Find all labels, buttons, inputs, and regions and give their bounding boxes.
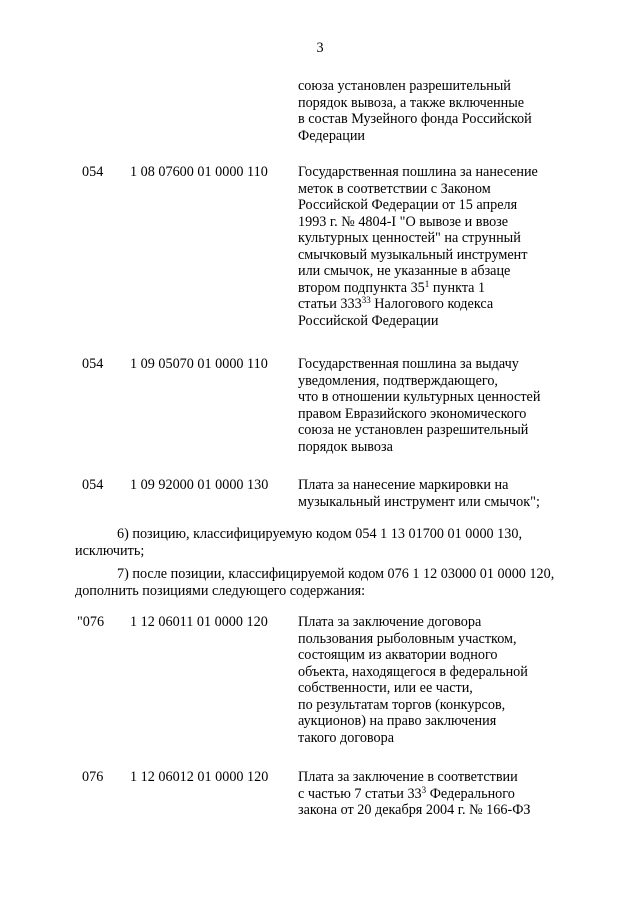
admin-code: "076 xyxy=(77,614,105,630)
budget-code: 1 12 06012 01 0000 120 xyxy=(130,769,269,785)
paragraph-item-6 xyxy=(75,526,563,559)
position-description xyxy=(298,614,598,746)
text-line: что в отношении культурных ценностей xyxy=(298,389,541,405)
text-line: правом Евразийского экономического xyxy=(298,405,527,422)
text-line: пользования рыболовным участком, xyxy=(298,630,517,647)
text-line: втором подпункта $35^1$ пункта 1 xyxy=(298,278,486,296)
text-line: состоящим из акватории водного xyxy=(298,647,498,663)
position-description xyxy=(298,477,598,510)
text-line: статьи $333^{33}$ Налогового кодекса xyxy=(298,295,494,312)
text-line: или смычок, не указанные в абзаце xyxy=(298,263,511,279)
text-line: объекта, находящегося в федеральной xyxy=(298,663,528,680)
text-line: с частью 7 статьи $33^3$ Федерального xyxy=(298,784,515,802)
text-line: дополнить позициями следующего содержания: xyxy=(75,582,366,599)
text-line: аукционов) на право заключения xyxy=(298,713,497,729)
text-line: порядок вывоза, а также включенные xyxy=(298,94,525,111)
text-line: 7) после позиции, классифицируемой кодом 076 1 12 03000 01 0000 120, xyxy=(117,566,555,582)
text-line: собственности, или ее части, xyxy=(298,680,473,696)
continuation-text xyxy=(298,78,598,144)
text-line: Плата за заключение в соответствии xyxy=(298,769,518,785)
position-description xyxy=(298,356,598,455)
text-line: союза не установлен разрешительный xyxy=(298,422,529,438)
text-line: по результатам торгов (конкурсов, xyxy=(298,696,506,713)
position-description xyxy=(298,164,598,329)
text-line: меток в соответствии с Законом xyxy=(298,180,491,197)
admin-code: 076 xyxy=(82,769,104,785)
text-line: смычковый музыкальный инструмент xyxy=(298,246,528,263)
text-line: закона от 20 декабря 2004 г. № 166-ФЗ xyxy=(298,802,531,818)
text-line: Федерации xyxy=(298,127,366,144)
position-description xyxy=(298,769,598,819)
budget-code: 1 12 06011 01 0000 120 xyxy=(130,614,268,630)
budget-code: 1 09 05070 01 0000 110 xyxy=(130,356,268,372)
budget-code: 1 08 07600 01 0000 110 xyxy=(130,164,268,180)
paragraph-item-7 xyxy=(75,566,563,599)
text-line: 1993 г. № 4804-I "О вывозе и ввозе xyxy=(298,213,509,230)
text-line: такого договора xyxy=(298,729,394,746)
text-line: Государственная пошлина за нанесение xyxy=(298,164,538,180)
text-line: Российской Федерации от 15 апреля xyxy=(298,197,518,213)
admin-code: 054 xyxy=(82,356,104,372)
text-line: уведомления, подтверждающего, xyxy=(298,372,498,389)
admin-code: 054 xyxy=(82,164,104,180)
text-line: 6) позицию, классифицируемую кодом 054 1 13 01700 01 0000 130, xyxy=(117,526,523,542)
text-line: культурных ценностей" на струнный xyxy=(298,230,521,246)
text-line: Государственная пошлина за выдачу xyxy=(298,356,519,372)
page-number: 3 xyxy=(316,40,324,56)
text-line: Плата за нанесение маркировки на xyxy=(298,477,509,493)
text-line: Плата за заключение договора xyxy=(298,614,482,630)
text-line: музыкальный инструмент или смычок"; xyxy=(298,493,540,510)
text-line: порядок вывоза xyxy=(298,438,393,455)
text-line: в состав Музейного фонда Российской xyxy=(298,111,532,127)
text-line: исключить; xyxy=(75,542,145,559)
text-line: союза установлен разрешительный xyxy=(298,78,511,94)
admin-code: 054 xyxy=(82,477,104,493)
budget-code: 1 09 92000 01 0000 130 xyxy=(130,477,269,493)
text-line: Российской Федерации xyxy=(298,312,439,329)
